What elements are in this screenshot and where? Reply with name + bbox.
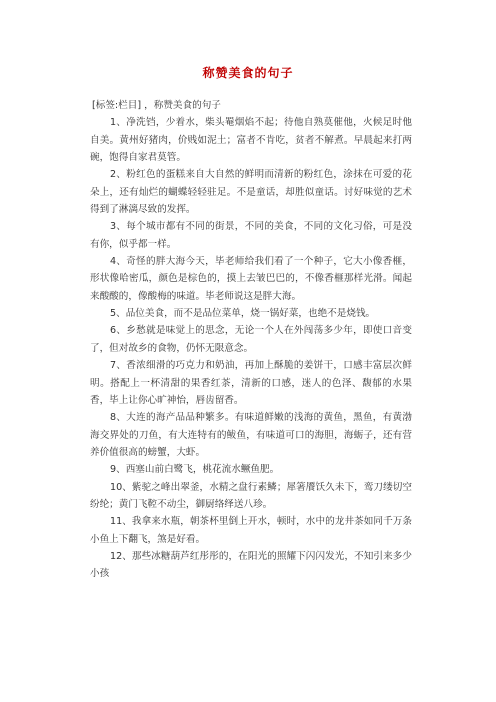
- paragraph: 11、我拿来水瓶，朝茶杯里倒上开水，顿时，水中的龙井茶如同千万条小鱼上下翻飞，煞是好看。: [90, 516, 412, 545]
- paragraph: 9、西塞山前白鹭飞，桃花流水鳜鱼肥。: [110, 464, 280, 476]
- paragraph: 8、大连的海产品品种繁多。有味道鲜嫩的浅海的黄鱼，黑鱼，有黄渤海交界处的刀鱼，有大连特有的鲅鱼，有味道可口的海胆，海蛎子，还有营养价值很高的螃蟹，大虾。: [90, 412, 412, 458]
- paragraph: 12、那些冰糖葫芦红彤彤的，在阳光的照耀下闪闪发光，不知引来多少小孩: [90, 550, 412, 580]
- paragraph: 7、香浓细滑的巧克力和奶油，再加上酥脆的姜饼干，口感丰富层次鲜明。搭配上一杯清甜的果香红茶，清新的口感，迷人的色泽、馥郁的水果香，毕上让你心旷神怡，唇齿留香。: [90, 360, 412, 406]
- paragraph: 6、乡愁就是味觉上的思念，无论一个人在外闯荡多少年，即使口音变了，但对故乡的食物，仍怀无限意念。: [90, 325, 412, 354]
- document-body: [90, 97, 412, 583]
- paragraph: 2、粉红色的蛋糕来自大自然的鲜明而清新的粉红色，涂抹在可爱的花朵上，还有灿烂的蝴蝶轻轻驻足。不是童话，却胜似童话。讨好味觉的艺术得到了淋漓尽致的发挥。: [90, 169, 412, 216]
- document-title: 称赞美食的句子: [202, 66, 294, 80]
- paragraph: 4、奇怪的胖大海今天，毕老师给我们看了一个种子，它大小像香榧，形状像哈密瓜，颜色是棕色的，摸上去皱巴巴的，不像香榧那样光滑。闻起来酸酸的，像酸梅的味道。毕老师说这是胖大海。: [90, 256, 412, 302]
- tag-line: [标签:栏目] ，称赞美食的句子: [92, 100, 221, 111]
- paragraph: 5、品位美食，而不是品位菜单，烧一锅好菜，也绝不是烧钱。: [110, 308, 376, 320]
- paragraph: 10、紫驼之峰出翠釜，水精之盘行素鳞；犀箸餍饫久未下，鸾刀缕切空纷纶；黄门飞鞚不动尘，御厨络绎送八珍。: [90, 481, 412, 510]
- paragraph: 1、净洗铛，少着水，柴头罨烟焰不起；待他自熟莫催他，火候足时他自美。黄州好猪肉，价贱如泥土；富者不肯吃，贫者不解煮。早晨起来打两碗，饱得自家君莫管。: [90, 117, 412, 164]
- paragraph: 3、每个城市都有不同的街景，不同的美食，不同的文化习俗，可是没有你，似乎都一样。: [90, 221, 412, 250]
